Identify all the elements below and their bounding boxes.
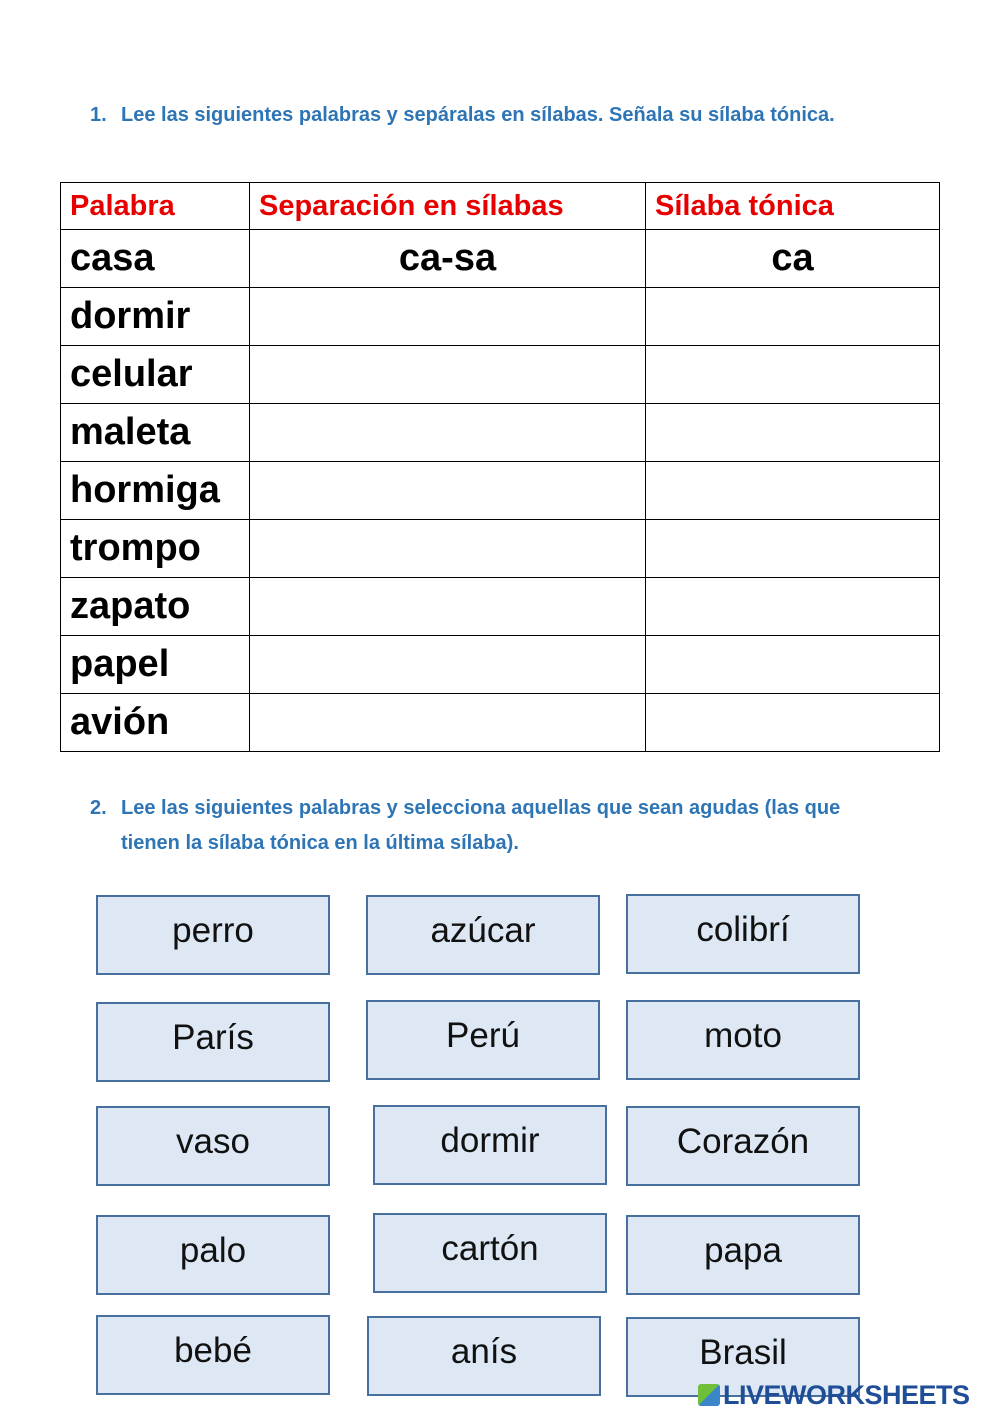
word-card-anis[interactable]: anís	[367, 1316, 601, 1396]
word-card-perro[interactable]: perro	[96, 895, 330, 975]
word-cell: papel	[61, 636, 250, 694]
syllables-input[interactable]	[250, 520, 646, 578]
instruction-1-number: 1.	[90, 104, 107, 126]
word-cell: zapato	[61, 578, 250, 636]
syllables-input[interactable]	[250, 636, 646, 694]
word-card-paris[interactable]: París	[96, 1002, 330, 1082]
word-cell: maleta	[61, 404, 250, 462]
word-card-vaso[interactable]: vaso	[96, 1106, 330, 1186]
word-card-peru[interactable]: Perú	[366, 1000, 600, 1080]
liveworksheets-logo	[698, 1379, 970, 1411]
table-row	[61, 346, 940, 404]
word-card-brasil[interactable]: Brasil	[626, 1317, 860, 1397]
syllables-input[interactable]	[250, 578, 646, 636]
liveworksheets-logo-icon	[698, 1384, 720, 1406]
table-row	[61, 578, 940, 636]
word-card-colibri[interactable]: colibrí	[626, 894, 860, 974]
tonic-cell: ca	[646, 230, 940, 288]
word-card-dormir[interactable]: dormir	[373, 1105, 607, 1185]
tonic-input[interactable]	[646, 288, 940, 346]
table-header-row	[61, 183, 940, 230]
word-cell: dormir	[61, 288, 250, 346]
header-syllables: Separación en sílabas	[250, 183, 646, 230]
syllables-cell: ca-sa	[250, 230, 646, 288]
syllables-input[interactable]	[250, 694, 646, 752]
word-card-carton[interactable]: cartón	[373, 1213, 607, 1293]
table-row	[61, 230, 940, 288]
table-row	[61, 288, 940, 346]
tonic-input[interactable]	[646, 404, 940, 462]
table-row	[61, 636, 940, 694]
liveworksheets-wordmark: LIVEWORKSHEETS	[723, 1379, 970, 1410]
syllables-input[interactable]	[250, 346, 646, 404]
table-row	[61, 520, 940, 578]
instruction-2-text: Lee las siguientes palabras y selecciona aquellas que sean agudas (las que tienen la sílaba tónica en la última sílaba).	[121, 797, 841, 854]
tonic-input[interactable]	[646, 462, 940, 520]
word-cell: casa	[61, 230, 250, 288]
word-cell: avión	[61, 694, 250, 752]
tonic-input[interactable]	[646, 694, 940, 752]
table-row	[61, 462, 940, 520]
word-card-azucar[interactable]: azúcar	[366, 895, 600, 975]
word-card-moto[interactable]: moto	[626, 1000, 860, 1080]
syllables-input[interactable]	[250, 462, 646, 520]
tonic-input[interactable]	[646, 346, 940, 404]
word-card-papa[interactable]: papa	[626, 1215, 860, 1295]
syllable-table	[60, 182, 940, 752]
word-card-palo[interactable]: palo	[96, 1215, 330, 1295]
table-row	[61, 694, 940, 752]
instruction-1-text: Lee las siguientes palabras y sepáralas en sílabas. Señala su sílaba tónica.	[121, 104, 835, 126]
instruction-2-number: 2.	[90, 797, 107, 819]
header-tonic: Sílaba tónica	[646, 183, 940, 230]
tonic-input[interactable]	[646, 578, 940, 636]
word-cell: hormiga	[61, 462, 250, 520]
word-cell: celular	[61, 346, 250, 404]
table-row	[61, 404, 940, 462]
syllables-input[interactable]	[250, 288, 646, 346]
header-word: Palabra	[61, 183, 250, 230]
tonic-input[interactable]	[646, 636, 940, 694]
tonic-input[interactable]	[646, 520, 940, 578]
word-card-bebe[interactable]: bebé	[96, 1315, 330, 1395]
syllables-input[interactable]	[250, 404, 646, 462]
word-cell: trompo	[61, 520, 250, 578]
word-card-corazon[interactable]: Corazón	[626, 1106, 860, 1186]
